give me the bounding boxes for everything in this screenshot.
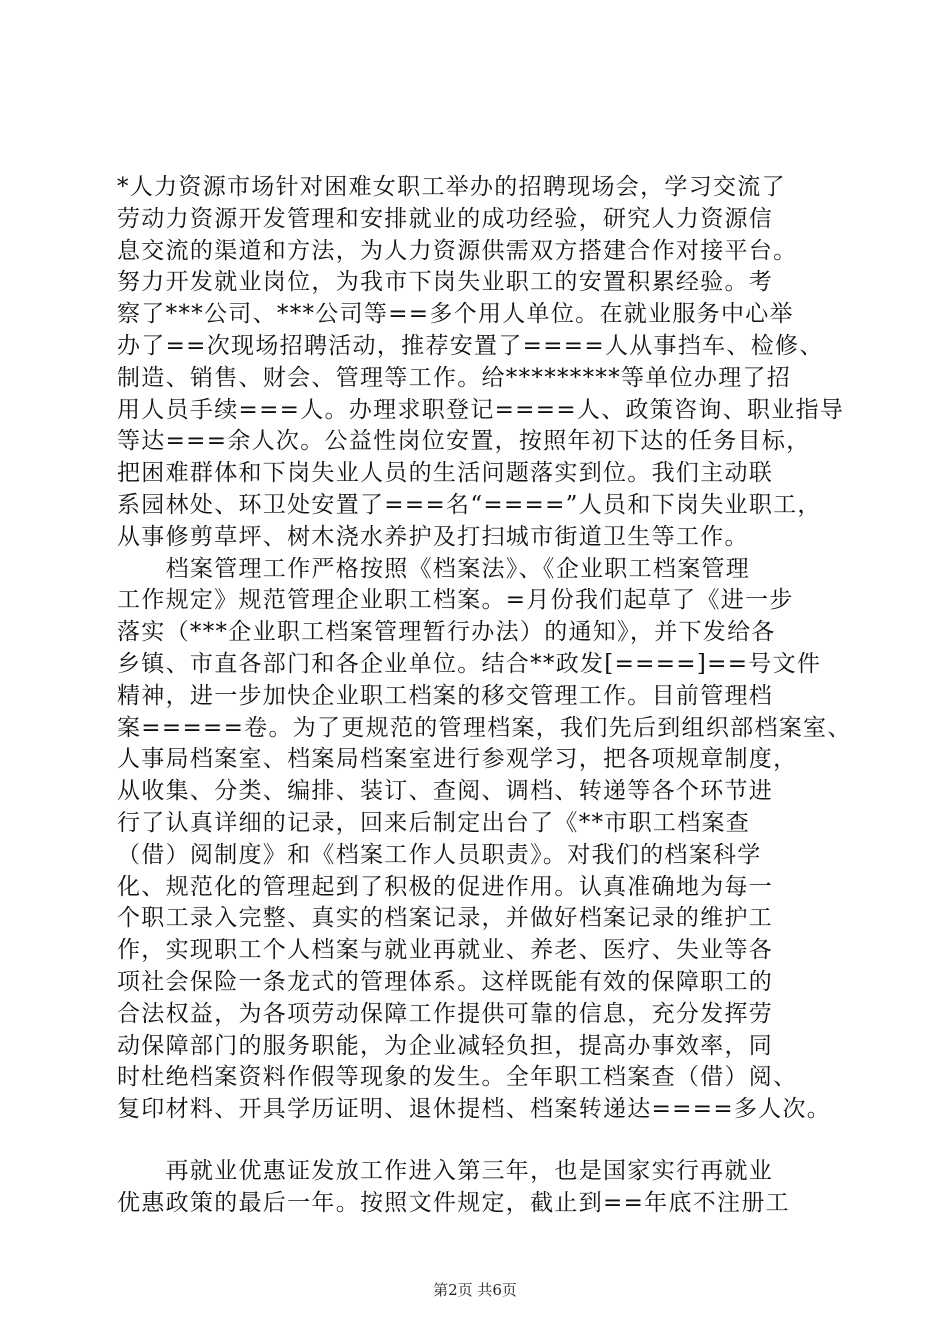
text-line: 息交流的渠道和方法，为人力资源供需双方搭建合作对接平台。 <box>117 237 798 264</box>
text-line: 制造、销售、财会、管理等工作。给*********等单位办理了招 <box>117 364 792 391</box>
text-line: 作，实现职工个人档案与就业再就业、养老、医疗、失业等各 <box>117 937 774 964</box>
text-line: *人力资源市场针对困难女职工举办的招聘现场会，学习交流了 <box>117 174 786 200</box>
text-line: 工作规定》规范管理企业职工档案。=月份我们起草了《进一步 <box>117 587 794 614</box>
text-line: 办了==次现场招聘活动，推荐安置了====人从事挡车、检修、 <box>117 332 824 359</box>
text-line: 察了***公司、***公司等==多个用人单位。在就业服务中心举 <box>117 301 794 328</box>
document-body <box>117 172 852 1220</box>
paragraph-reemployment <box>117 1156 832 1220</box>
text-line: 合法权益，为各项劳动保障工作提供可靠的信息，充分发挥劳 <box>117 1000 774 1027</box>
text-line: 化、规范化的管理起到了积极的促进作用。认真准确地为每一 <box>117 873 774 900</box>
text-line: 劳动力资源开发管理和安排就业的成功经验，研究人力资源信 <box>117 205 774 232</box>
text-line: 案=====卷。为了更规范的管理档案，我们先后到组织部档案室、 <box>117 714 852 741</box>
text-line: 复印材料、开具学历证明、退休提档、档案转递达====多人次。 <box>117 1096 832 1123</box>
text-line: 从事修剪草坪、树木浇水养护及打扫城市街道卫生等工作。 <box>117 523 749 550</box>
text-line: 乡镇、市直各部门和各企业单位。结合**政发[====]==号文件 <box>117 650 822 677</box>
paragraph-spacer <box>117 1126 832 1156</box>
paragraph-archives <box>117 554 852 1126</box>
text-line: 努力开发就业岗位，为我市下岗失业职工的安置积累经验。考 <box>117 269 774 296</box>
text-line: 动保障部门的服务职能，为企业减轻负担，提高办事效率，同 <box>117 1032 774 1059</box>
text-line: 行了认真详细的记录，回来后制定出台了《**市职工档案查 <box>117 809 751 836</box>
page-number: 第2页 共6页 <box>433 1281 517 1299</box>
text-line: 时杜绝档案资料作假等现象的发生。全年职工档案查（借）阅、 <box>117 1064 798 1091</box>
paragraph-recruitment <box>117 172 845 554</box>
text-line: 系园林处、环卫处安置了===名“====”人员和下岗失业职工， <box>117 491 822 518</box>
text-line: 从收集、分类、编排、装订、查阅、调档、转递等各个环节进 <box>117 778 774 805</box>
text-line: 人事局档案室、档案局档案室进行参观学习，把各项规章制度， <box>117 746 798 773</box>
text-line: 优惠政策的最后一年。按照文件规定，截止到==年底不注册工 <box>117 1189 790 1216</box>
text-line: 把困难群体和下岗失业人员的生活问题落实到位。我们主动联 <box>117 460 774 487</box>
text-line: 精神，进一步加快企业职工档案的移交管理工作。目前管理档 <box>117 682 774 709</box>
text-line: 等达===余人次。公益性岗位安置，按照年初下达的任务目标， <box>117 428 811 455</box>
text-line: 个职工录入完整、真实的档案记录，并做好档案记录的维护工 <box>117 905 774 932</box>
text-line: 项社会保险一条龙式的管理体系。这样既能有效的保障职工的 <box>117 968 774 995</box>
text-line: 用人员手续===人。办理求职登记====人、政策咨询、职业指导 <box>117 396 845 423</box>
text-line: 档案管理工作严格按照《档案法》、《企业职工档案管理 <box>117 555 751 582</box>
text-line: 落实（***企业职工档案管理暂行办法）的通知》，并下发给各 <box>117 619 776 646</box>
text-line: （借）阅制度》和《档案工作人员职责》。对我们的档案科学 <box>117 841 762 868</box>
text-line: 再就业优惠证发放工作进入第三年，也是国家实行再就业 <box>117 1157 774 1184</box>
